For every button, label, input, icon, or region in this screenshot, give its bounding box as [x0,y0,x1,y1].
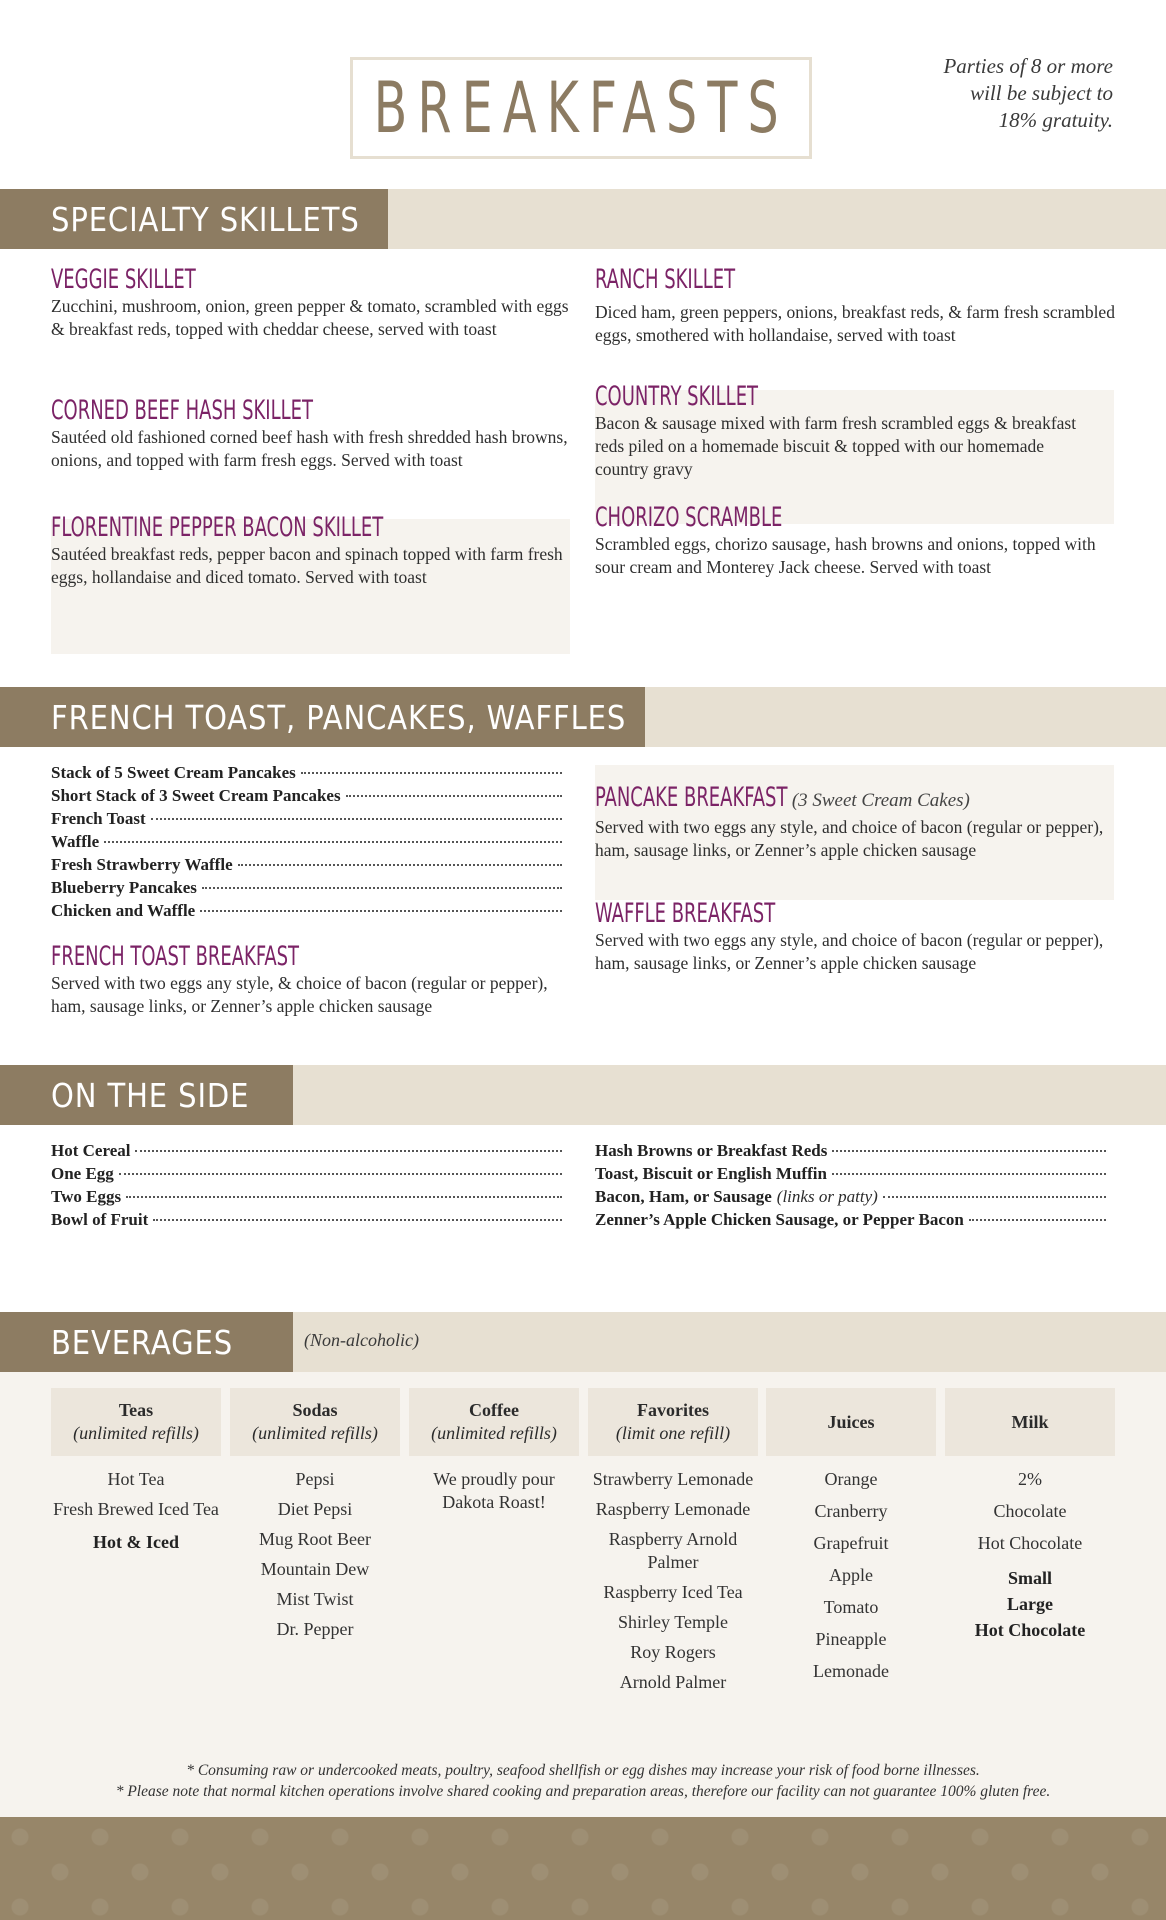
beverage-list [588,1468,758,1694]
beverage-column-teas [51,1388,221,1561]
footer-pattern-band [0,1817,1166,1920]
leader-dots [202,887,562,889]
beverage-column-subtitle: (unlimited refills) [431,1423,557,1443]
list-item [51,807,564,830]
gratuity-line: 18% gratuity. [998,108,1113,132]
beverage-column-header [588,1388,758,1456]
title-frame [350,57,812,159]
beverage-item: Grapefruit [813,1533,889,1553]
page-title: BREAKFASTS [373,67,789,149]
list-item-label: Fresh Strawberry Waffle [51,855,233,874]
gratuity-line: Parties of 8 or more [943,54,1113,78]
beverage-column-title: Favorites [637,1400,709,1420]
list-item [51,1185,564,1208]
leader-dots [153,1219,562,1221]
beverage-item: Small [1007,1568,1052,1588]
beverage-item: Cranberry [814,1501,888,1521]
list-item-label: Zenner’s Apple Chicken Sausage, or Pepper Bacon [595,1210,964,1229]
list-item [595,1185,1108,1208]
beverage-item: Large [1007,1594,1053,1614]
menu-item-florentine-skillet [51,513,571,589]
list-item [51,1208,564,1231]
griddle-price-list [51,761,564,922]
list-item [51,1162,564,1185]
beverage-item: Raspberry Iced Tea [603,1582,743,1602]
beverage-item: Hot Chocolate [977,1533,1083,1553]
menu-item-chorizo-scramble [595,503,1115,579]
item-description: Zucchini, mushroom, onion, green pepper & tomato, scrambled with eggs & breakfast reds, topped with cheddar cheese, served with toast [51,296,569,339]
beverage-list [230,1468,400,1641]
beverage-list [945,1468,1115,1642]
item-description: Served with two eggs any style, and choice of bacon (regular or pepper), ham, sausage links, or Zenner’s apple chicken sausage [595,817,1104,860]
footnote: * Please note that normal kitchen operations involve shared cooking and preparation areas, therefore our facility can not guarantee 100% gluten free. [115,1783,1051,1800]
beverage-item: Pineapple [815,1629,887,1649]
beverage-column-sodas [230,1388,400,1648]
item-description: Diced ham, green peppers, onions, breakfast reds, & farm fresh scrambled eggs, smothered with hollandaise, served with toast [595,302,1115,345]
beverage-column-juices [766,1388,936,1690]
beverage-item: Raspberry Arnold Palmer [608,1529,738,1572]
list-item-label: Hot Cereal [51,1141,131,1160]
leader-dots [151,818,562,820]
list-item [595,1139,1108,1162]
list-item [51,761,564,784]
menu-item-ranch-skillet [595,265,1115,347]
item-name: FLORENTINE PEPPER BACON SKILLET [51,512,384,543]
beverage-item: Apple [829,1565,873,1585]
item-description: Served with two eggs any style, and choice of bacon (regular or pepper), ham, sausage links, or Zenner’s apple chicken sausage [595,930,1104,973]
beverage-column-title: Milk [1011,1411,1049,1432]
beverage-item: Dr. Pepper [276,1619,354,1639]
footnote: * Consuming raw or undercooked meats, poultry, seafood shellfish or egg dishes may increase your risk of food borne illnesses. [186,1762,980,1779]
beverage-list [409,1468,579,1514]
beverage-column-subtitle: (unlimited refills) [73,1423,199,1443]
beverage-item: Shirley Temple [618,1612,728,1632]
beverage-item: Mug Root Beer [259,1529,371,1549]
item-note: (3 Sweet Cream Cakes) [791,790,970,811]
list-item-label: Two Eggs [51,1187,122,1206]
list-item-label: Bowl of Fruit [51,1210,149,1229]
item-name: CORNED BEEF HASH SKILLET [51,395,313,426]
menu-item-waffle-breakfast [595,899,1115,975]
leader-dots [969,1219,1106,1221]
item-description: Served with two eggs any style, & choice of bacon (regular or pepper), ham, sausage links, or Zenner’s apple chicken sausage [51,973,548,1016]
list-item-label: One Egg [51,1164,114,1183]
beverage-column-title: Sodas [292,1400,338,1420]
item-name-text: PANCAKE BREAKFAST [595,782,788,813]
item-name: VEGGIE SKILLET [51,264,196,295]
beverage-column-header [766,1388,936,1456]
beverage-item: 2% [1018,1469,1042,1489]
beverage-list [766,1468,936,1683]
beverage-item: Mist Twist [276,1589,354,1609]
list-item-label: Chicken and Waffle [51,901,196,920]
beverage-column-coffee [409,1388,579,1521]
beverage-item: Hot Chocolate [974,1620,1086,1640]
item-description: Sautéed breakfast reds, pepper bacon and spinach topped with farm fresh eggs, hollandaise and diced tomato. Served with toast [51,544,563,587]
beverage-item: Raspberry Lemonade [595,1499,751,1519]
section-title-beverages [0,1312,293,1372]
list-item-label: Stack of 5 Sweet Cream Pancakes [51,763,296,782]
list-item [51,899,564,922]
menu-item-french-toast-breakfast [51,942,571,1018]
leader-dots [104,841,562,843]
leader-dots [126,1196,562,1198]
gratuity-note [813,53,1113,134]
item-name: RANCH SKILLET [595,264,736,295]
sides-list-right [595,1139,1108,1231]
list-item-label: Bacon, Ham, or Sausage [595,1187,772,1206]
beverage-item: Pepsi [295,1469,335,1489]
beverages-note: (Non-alcoholic) [304,1330,419,1350]
beverage-item: Mountain Dew [260,1559,370,1579]
sides-list-left [51,1139,564,1231]
leader-dots [135,1150,562,1152]
beverage-item: Hot Tea [107,1469,165,1489]
section-title-griddle [0,687,645,747]
section-title-text: FRENCH TOAST, PANCAKES, WAFFLES [51,697,627,737]
beverage-item: Hot & Iced [93,1532,179,1552]
beverage-item: Orange [824,1469,878,1489]
list-item [51,830,564,853]
beverage-column-header [945,1388,1115,1456]
leader-dots [301,772,562,774]
item-description: Bacon & sausage mixed with farm fresh scrambled eggs & breakfast reds piled on a homemade biscuit & topped with our homemade country gravy [595,413,1077,479]
leader-dots [832,1150,1106,1152]
beverage-column-title: Juices [827,1411,875,1432]
section-title-sides [0,1065,293,1125]
list-item-label: Blueberry Pancakes [51,878,197,897]
menu-item-country-skillet [595,382,1100,481]
list-item [51,853,564,876]
section-title-text: ON THE SIDE [51,1075,250,1115]
menu-item-corned-beef-hash-skillet [51,396,571,472]
leader-dots [200,910,562,912]
beverage-column-header [51,1388,221,1456]
item-name: COUNTRY SKILLET [595,381,759,412]
beverage-item: Roy Rogers [630,1642,716,1662]
list-item-label: Toast, Biscuit or English Muffin [595,1164,827,1183]
leader-dots [832,1173,1106,1175]
beverage-item: We proudly pour Dakota Roast! [433,1469,555,1512]
beverage-column-subtitle: (unlimited refills) [252,1423,378,1443]
beverage-column-milk [945,1388,1115,1649]
beverage-column-subtitle: (limit one refill) [615,1423,731,1443]
section-title-text: BEVERAGES [51,1322,234,1362]
list-item-label: French Toast [51,809,146,828]
list-item-label: Hash Browns or Breakfast Reds [595,1141,828,1160]
item-description: Scrambled eggs, chorizo sausage, hash browns and onions, topped with sour cream and Monterey Jack cheese. Served with toast [595,534,1096,577]
beverage-item: Lemonade [813,1661,889,1681]
leader-dots [238,864,562,866]
leader-dots [883,1196,1106,1198]
item-name: WAFFLE BREAKFAST [595,898,776,929]
beverage-column-favorites [588,1388,758,1701]
leader-dots [119,1173,562,1175]
list-item-note: (links or patty) [776,1187,878,1206]
beverage-item: Fresh Brewed Iced Tea [53,1499,219,1519]
beverage-item: Tomato [823,1597,879,1617]
gratuity-line: will be subject to [970,81,1113,105]
beverage-list [51,1468,221,1554]
beverage-column-header [409,1388,579,1456]
beverage-column-header [230,1388,400,1456]
beverage-item: Strawberry Lemonade [592,1469,754,1489]
beverage-column-title: Teas [118,1400,154,1420]
item-name [595,783,980,816]
list-item [595,1208,1108,1231]
footnotes [0,1760,1166,1802]
item-description: Sautéed old fashioned corned beef hash with fresh shredded hash browns, onions, and topped with farm fresh eggs. Served with toast [51,427,568,470]
item-name: CHORIZO SCRAMBLE [595,502,783,533]
beverage-column-title: Coffee [469,1400,519,1420]
menu-item-veggie-skillet [51,265,571,341]
list-item [51,876,564,899]
beverage-item: Arnold Palmer [619,1672,727,1692]
list-item-label: Short Stack of 3 Sweet Cream Pancakes [51,786,341,805]
list-item [51,784,564,807]
section-title-text: SPECIALTY SKILLETS [51,199,360,239]
list-item [51,1139,564,1162]
beverage-item: Chocolate [993,1501,1067,1521]
section-title-skillets [0,189,388,249]
list-item [595,1162,1108,1185]
list-item-label: Waffle [51,832,100,851]
beverage-item: Diet Pepsi [277,1499,353,1519]
leader-dots [346,795,562,797]
item-name: FRENCH TOAST BREAKFAST [51,941,300,972]
menu-item-pancake-breakfast [595,783,1115,862]
